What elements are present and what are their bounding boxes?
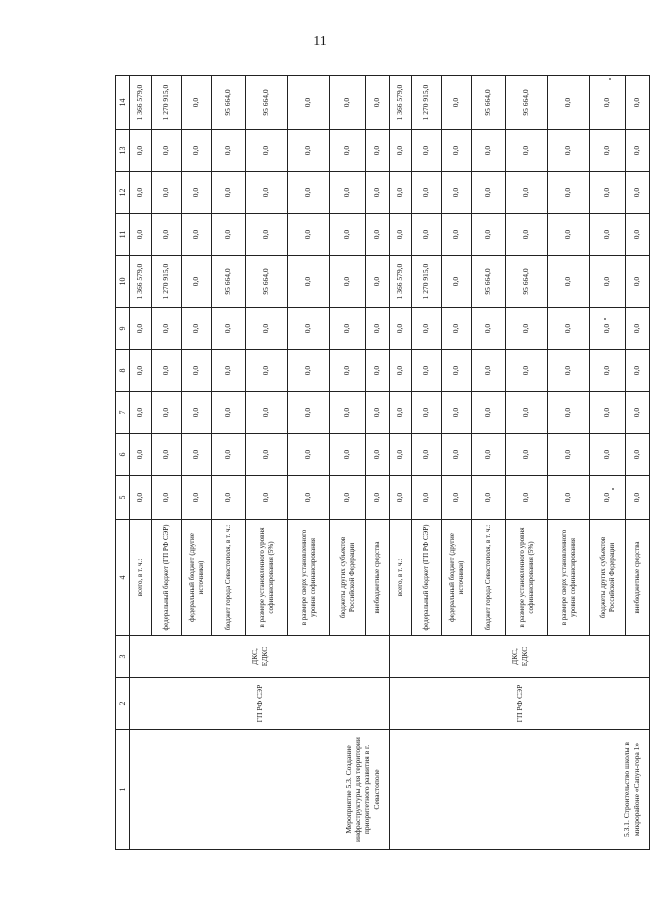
column-header: 2 bbox=[116, 678, 130, 730]
amount-cell: 0,0 bbox=[152, 214, 182, 256]
funding-source-cell: в размере установленного уровня софинансирования (5%) bbox=[246, 520, 288, 636]
amount-cell: 0,0 bbox=[130, 476, 152, 520]
amount-cell: 0,0 bbox=[472, 392, 506, 434]
amount-cell: 0,0 bbox=[212, 392, 246, 434]
amount-cell: 0,0 bbox=[548, 350, 590, 392]
amount-cell: 0,0 bbox=[412, 392, 442, 434]
funding-table bbox=[115, 75, 650, 850]
funding-source-cell: в размере сверх установленного уровня софинансирования bbox=[548, 520, 590, 636]
funding-source-cell: всего, в т. ч.: bbox=[130, 520, 152, 636]
amount-cell: 0,0 bbox=[288, 476, 330, 520]
amount-cell: 0,0 bbox=[442, 350, 472, 392]
amount-cell: 0,0 bbox=[590, 434, 626, 476]
amount-cell: 0,0 bbox=[366, 392, 390, 434]
column-header: 7 bbox=[116, 392, 130, 434]
amount-cell: 0,0 bbox=[472, 214, 506, 256]
activity-name-cell: 5.3.1. Строительство школы в микрорайоне «Сапун-гора 1» bbox=[390, 730, 650, 850]
amount-cell: 0,0 bbox=[130, 308, 152, 350]
amount-cell: 0,0 bbox=[152, 308, 182, 350]
amount-cell: 0,0 bbox=[412, 172, 442, 214]
amount-cell: 95 664,0 bbox=[506, 256, 548, 308]
column-header: 11 bbox=[116, 214, 130, 256]
amount-cell: 0,0 bbox=[548, 256, 590, 308]
amount-cell: 0,0 bbox=[506, 308, 548, 350]
column-header: 6 bbox=[116, 434, 130, 476]
amount-cell: 95 664,0 bbox=[246, 256, 288, 308]
amount-cell: 95 664,0 bbox=[212, 76, 246, 130]
funding-source-cell: бюджет города Севастополя, в т. ч.: bbox=[212, 520, 246, 636]
amount-cell: 0,0 bbox=[246, 392, 288, 434]
amount-cell: 0,0 bbox=[506, 130, 548, 172]
amount-cell: 0,0 bbox=[590, 214, 626, 256]
amount-cell: 0,0 bbox=[182, 256, 212, 308]
amount-cell: 0,0 bbox=[130, 172, 152, 214]
amount-cell: 0,0 bbox=[366, 76, 390, 130]
amount-cell: 0,0 bbox=[330, 476, 366, 520]
amount-cell: 0,0 bbox=[330, 214, 366, 256]
amount-cell: 0,0 bbox=[212, 350, 246, 392]
funding-source-cell: внебюджетные средства bbox=[366, 520, 390, 636]
amount-cell: 0,0 bbox=[212, 308, 246, 350]
amount-cell: 0,0 bbox=[506, 350, 548, 392]
amount-cell: 0,0 bbox=[626, 76, 650, 130]
amount-cell: 0,0 bbox=[626, 256, 650, 308]
amount-cell: 0,0 bbox=[390, 172, 412, 214]
amount-cell: 0,0 bbox=[182, 434, 212, 476]
amount-cell: 0,0 bbox=[626, 130, 650, 172]
funding-source-cell: в размере сверх установленного уровня софинансирования bbox=[288, 520, 330, 636]
amount-cell: 0,0 bbox=[472, 308, 506, 350]
amount-cell: 0,0 bbox=[366, 308, 390, 350]
amount-cell: 0,0 bbox=[288, 130, 330, 172]
table-row bbox=[390, 76, 412, 850]
amount-cell: 0,0 bbox=[130, 350, 152, 392]
funding-source-cell: в размере установленного уровня софинансирования (5%) bbox=[506, 520, 548, 636]
amount-cell: 0,0 bbox=[442, 476, 472, 520]
amount-cell: 95 664,0 bbox=[472, 256, 506, 308]
amount-cell: 0,0 bbox=[390, 308, 412, 350]
amount-cell: 0,0 bbox=[626, 350, 650, 392]
amount-cell: 0,0 bbox=[288, 76, 330, 130]
amount-cell: 0,0 bbox=[412, 434, 442, 476]
amount-cell: 0,0 bbox=[246, 172, 288, 214]
amount-cell: 0,0 bbox=[246, 350, 288, 392]
amount-cell: 0,0 bbox=[390, 476, 412, 520]
amount-cell: 1 270 915,0 bbox=[152, 256, 182, 308]
amount-cell: 0,0 bbox=[442, 76, 472, 130]
amount-cell: 0,0 bbox=[390, 350, 412, 392]
amount-cell: 0,0 bbox=[412, 130, 442, 172]
amount-cell: 0,0 bbox=[472, 476, 506, 520]
amount-cell: 0,0 bbox=[590, 130, 626, 172]
funding-source-cell: бюджет города Севастополя, в т. ч.: bbox=[472, 520, 506, 636]
amount-cell: 0,0 bbox=[412, 308, 442, 350]
amount-cell: 0,0 bbox=[330, 172, 366, 214]
amount-cell: 0,0 bbox=[626, 172, 650, 214]
funding-source-cell: бюджеты других субъектов Российской Федерации bbox=[590, 520, 626, 636]
amount-cell: 0,0 bbox=[246, 130, 288, 172]
amount-cell: 0,0 bbox=[288, 308, 330, 350]
column-header: 4 bbox=[116, 520, 130, 636]
amount-cell: 0,0 bbox=[472, 434, 506, 476]
amount-cell: 0,0 bbox=[506, 214, 548, 256]
amount-cell: 0,0 bbox=[626, 308, 650, 350]
amount-cell: 0,0 bbox=[246, 476, 288, 520]
funding-source-cell: внебюджетные средства bbox=[626, 520, 650, 636]
amount-cell: 0,0 bbox=[548, 172, 590, 214]
amount-cell: 0,0 bbox=[212, 214, 246, 256]
amount-cell: 0,0 bbox=[330, 350, 366, 392]
amount-cell: 0,0 bbox=[472, 172, 506, 214]
amount-cell: 0,0 bbox=[366, 256, 390, 308]
amount-cell: 0,0 bbox=[130, 434, 152, 476]
amount-cell: 0,0 bbox=[182, 308, 212, 350]
funding-source-cell: федеральный бюджет (другие источники) bbox=[182, 520, 212, 636]
amount-cell: 0,0 bbox=[130, 392, 152, 434]
amount-cell: 0,0 bbox=[472, 350, 506, 392]
column-header: 14 bbox=[116, 76, 130, 130]
column-header: 13 bbox=[116, 130, 130, 172]
amount-cell: 0,0 bbox=[182, 350, 212, 392]
amount-cell: 0,0 bbox=[548, 434, 590, 476]
column-header: 8 bbox=[116, 350, 130, 392]
amount-cell: 0,0 bbox=[182, 214, 212, 256]
amount-cell: 0,0 bbox=[182, 130, 212, 172]
amount-cell: 0,0 bbox=[182, 392, 212, 434]
amount-cell: 0,0 bbox=[442, 392, 472, 434]
amount-cell: 0,0 bbox=[246, 214, 288, 256]
amount-cell: 0,0 bbox=[288, 172, 330, 214]
amount-cell: 0,0 bbox=[288, 214, 330, 256]
amount-cell: 0,0 bbox=[182, 76, 212, 130]
column-number-row bbox=[116, 76, 130, 850]
amount-cell: 1 366 579,0 bbox=[390, 76, 412, 130]
amount-cell: 0,0 bbox=[366, 130, 390, 172]
amount-cell: 0,0 bbox=[390, 214, 412, 256]
amount-cell: 0,0 bbox=[548, 392, 590, 434]
amount-cell: 0,0 bbox=[330, 308, 366, 350]
state-program-cell: ГП РФ СЭР bbox=[390, 678, 650, 730]
table-row bbox=[130, 76, 152, 850]
amount-cell: 0,0 bbox=[548, 76, 590, 130]
column-header: 3 bbox=[116, 636, 130, 678]
funding-source-cell: бюджеты других субъектов Российской Федерации bbox=[330, 520, 366, 636]
amount-cell: 0,0 bbox=[182, 172, 212, 214]
amount-cell: 0,0 bbox=[412, 476, 442, 520]
amount-cell: 0,0 bbox=[590, 256, 626, 308]
amount-cell: 1 270 915,0 bbox=[412, 76, 442, 130]
amount-cell: 0,0 bbox=[212, 434, 246, 476]
amount-cell: 0,0 bbox=[548, 476, 590, 520]
executor-cell: ДКС, ЕДКС bbox=[390, 636, 650, 678]
amount-cell: 0,0 bbox=[548, 214, 590, 256]
state-program-cell: ГП РФ СЭР bbox=[130, 678, 390, 730]
amount-cell: 95 664,0 bbox=[246, 76, 288, 130]
amount-cell: 0,0 bbox=[330, 434, 366, 476]
amount-cell: 1 270 915,0 bbox=[152, 76, 182, 130]
amount-cell: 0,0 bbox=[330, 130, 366, 172]
page-number: 11 bbox=[313, 34, 327, 49]
amount-cell: 0,0 bbox=[212, 130, 246, 172]
column-header: 1 bbox=[116, 730, 130, 850]
amount-cell: 0,0 bbox=[366, 214, 390, 256]
amount-cell: 0,0 bbox=[182, 476, 212, 520]
rotated-table-canvas bbox=[115, 76, 642, 850]
amount-cell: 0,0 bbox=[152, 434, 182, 476]
amount-cell: 0,0 bbox=[330, 76, 366, 130]
amount-cell: 0,0 bbox=[442, 130, 472, 172]
amount-cell: 0,0 bbox=[366, 172, 390, 214]
amount-cell: 0,0 bbox=[590, 172, 626, 214]
table-body bbox=[130, 76, 650, 850]
amount-cell: 0,0 bbox=[212, 476, 246, 520]
amount-cell: 0,0 bbox=[590, 76, 626, 130]
amount-cell: 0,0 bbox=[390, 130, 412, 172]
amount-cell: 0,0 bbox=[506, 476, 548, 520]
amount-cell: 0,0 bbox=[212, 172, 246, 214]
amount-cell: 0,0 bbox=[152, 130, 182, 172]
amount-cell: 0,0 bbox=[590, 476, 626, 520]
amount-cell: 0,0 bbox=[442, 172, 472, 214]
amount-cell: 0,0 bbox=[330, 256, 366, 308]
amount-cell: 0,0 bbox=[506, 172, 548, 214]
amount-cell: 0,0 bbox=[472, 130, 506, 172]
funding-source-cell: федеральный бюджет (ГП РФ СЭР) bbox=[152, 520, 182, 636]
amount-cell: 0,0 bbox=[548, 308, 590, 350]
amount-cell: 0,0 bbox=[412, 214, 442, 256]
activity-name-cell: Мероприятие 5.3. Создание инфраструктуры для территории приоритетного развития в г. Севастополе bbox=[130, 730, 390, 850]
amount-cell: 0,0 bbox=[506, 434, 548, 476]
amount-cell: 0,0 bbox=[548, 130, 590, 172]
funding-source-cell: федеральный бюджет (ГП РФ СЭР) bbox=[412, 520, 442, 636]
amount-cell: 1 366 579,0 bbox=[130, 76, 152, 130]
amount-cell: 0,0 bbox=[366, 434, 390, 476]
amount-cell: 95 664,0 bbox=[506, 76, 548, 130]
amount-cell: 0,0 bbox=[288, 256, 330, 308]
amount-cell: 0,0 bbox=[390, 392, 412, 434]
amount-cell: 0,0 bbox=[246, 434, 288, 476]
amount-cell: 0,0 bbox=[626, 476, 650, 520]
amount-cell: 0,0 bbox=[366, 350, 390, 392]
column-header: 10 bbox=[116, 256, 130, 308]
amount-cell: 0,0 bbox=[152, 476, 182, 520]
amount-cell: 0,0 bbox=[442, 434, 472, 476]
amount-cell: 95 664,0 bbox=[212, 256, 246, 308]
amount-cell: 0,0 bbox=[626, 214, 650, 256]
amount-cell: 0,0 bbox=[590, 350, 626, 392]
amount-cell: 0,0 bbox=[442, 214, 472, 256]
amount-cell: 0,0 bbox=[152, 172, 182, 214]
amount-cell: 0,0 bbox=[626, 434, 650, 476]
amount-cell: 0,0 bbox=[506, 392, 548, 434]
amount-cell: 0,0 bbox=[590, 308, 626, 350]
funding-source-cell: всего, в т. ч.: bbox=[390, 520, 412, 636]
amount-cell: 1 366 579,0 bbox=[130, 256, 152, 308]
amount-cell: 0,0 bbox=[412, 350, 442, 392]
amount-cell: 0,0 bbox=[288, 434, 330, 476]
amount-cell: 0,0 bbox=[152, 350, 182, 392]
funding-source-cell: федеральный бюджет (другие источники) bbox=[442, 520, 472, 636]
amount-cell: 0,0 bbox=[288, 392, 330, 434]
amount-cell: 0,0 bbox=[366, 476, 390, 520]
amount-cell: 0,0 bbox=[130, 130, 152, 172]
amount-cell: 0,0 bbox=[390, 434, 412, 476]
column-header: 5 bbox=[116, 476, 130, 520]
amount-cell: 0,0 bbox=[330, 392, 366, 434]
amount-cell: 0,0 bbox=[246, 308, 288, 350]
amount-cell: 0,0 bbox=[442, 256, 472, 308]
amount-cell: 0,0 bbox=[130, 214, 152, 256]
amount-cell: 0,0 bbox=[442, 308, 472, 350]
amount-cell: 1 366 579,0 bbox=[390, 256, 412, 308]
amount-cell: 0,0 bbox=[626, 392, 650, 434]
amount-cell: 0,0 bbox=[152, 392, 182, 434]
amount-cell: 1 270 915,0 bbox=[412, 256, 442, 308]
column-header: 9 bbox=[116, 308, 130, 350]
column-header: 12 bbox=[116, 172, 130, 214]
amount-cell: 0,0 bbox=[288, 350, 330, 392]
amount-cell: 0,0 bbox=[590, 392, 626, 434]
rotated-table-frame bbox=[115, 76, 642, 850]
executor-cell: ДКС, ЕДКС bbox=[130, 636, 390, 678]
amount-cell: 95 664,0 bbox=[472, 76, 506, 130]
